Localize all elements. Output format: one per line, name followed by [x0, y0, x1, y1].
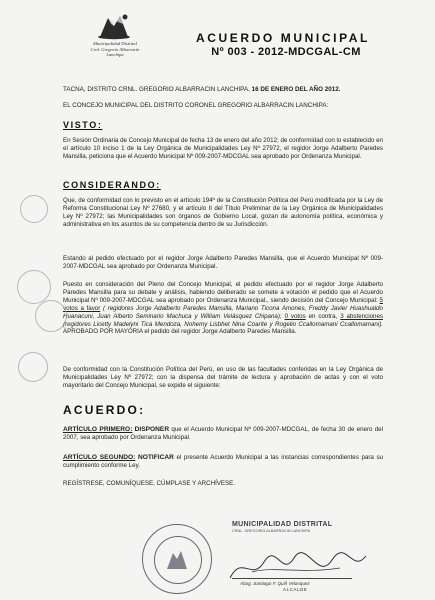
votes-favor-names: ( regidores Jorge Adalberto Paredes Mansilla, Mariano Ticona Amones, Freddy Javier Huashualdo Huanacuni, Juan Alberto Seminario Machuca y William Velásquez Chipana); [63, 304, 383, 320]
logo-caption-line-1: Municipalidad Distrital [93, 41, 137, 46]
logo-caption [83, 41, 147, 58]
margin-stamp [20, 195, 48, 223]
signature-line [232, 578, 352, 579]
votes-favor: 5 votos a favor [63, 296, 383, 312]
signatory-role: ALCALDE [283, 587, 308, 592]
article-second [63, 454, 383, 470]
article-first [63, 426, 383, 442]
signature-block [232, 521, 382, 533]
abstentions: 3 abstenciones [340, 312, 383, 320]
dateline-place: TACNA, DISTRITO CRNL. GREGORIO ALBARRACIN LANCHIPA, [63, 86, 250, 93]
council-line: EL CONCEJO MUNICIPAL DEL DISTRITO CORONEL GREGORIO ALBARRACIN LANCHIPA: [63, 102, 329, 109]
margin-stamp [18, 352, 48, 382]
logo-caption-line-2: Crnl. Gregorio Albarracín Lanchipa [90, 46, 140, 58]
vote-intro: Puesto en consideración del Pleno del Concejo Municipal, el pedido efectuado por el regidor Jorge Adalberto Paredes Mansilla para su debate y análisis, habiendo deliberado se somete a votación el pedido que el Acuerdo Municipal Nº 009-2007-MDCGAL sea aprobado por Ordenanza Municipal., siendo decisión del Concejo Municipal: [63, 281, 383, 304]
document-number: Nº 003 - 2012-MDCGAL-CM [211, 46, 361, 58]
considerando-paragraph-2: Estando al pedido efectuado por el regidor Jorge Adalberto Paredes Mansilla, que el Acuerdo Municipal Nº 009-2007-MDCGAL sea aprobado por Ordenanza Municipal. [63, 255, 383, 270]
dateline [63, 86, 340, 94]
considerando-paragraph-4: De conformidad con la Constitución Política del Perú, en uso de las facultades conferidas en la Ley Orgánica de Municipalidades Ley Nº 27972; con la dispensa del trámite de lectura y aprobación de actas y con el voto mayoritario del Concejo Municipal, se expide el siguiente: [63, 366, 383, 389]
article-first-text: que el Acuerdo Municipal Nº 009-2007-MDCGAL, de fecha 30 de enero del 2007, sea aprobado por Ordenanza Municipal. [63, 426, 383, 441]
signature-municipality-sub: CRNL. GREGORIO ALBARRACIN LANCHIPA [232, 529, 311, 533]
seal-emblem-icon [143, 525, 211, 593]
closing-formula: REGÍSTRESE, COMUNÍQUESE, CÚMPLASE Y ARCHÍVESE. [63, 480, 236, 487]
votes-contra: 0 votos [284, 312, 306, 320]
abstention-names: (regidores Licetty Madelyni Tica Mendoza, Nohemy Lisbhet Nina Coarite y Rogelio Ccallomamani Ccallomamani). [63, 320, 383, 328]
visto-paragraph: En Sesión Ordinaria de Concejo Municipal de fecha 13 de enero del año 2012; de conformidad con lo establecido en el artículo 10 inciso 1 de la Ley Orgánica de Municipalidades Ley Nº 27972, el regidor Jorge Adalberto Paredes Mansilla, peticiona que el Acuerdo Municipal Nº 009-2007-MDCGAL sea aprobado por Ordenanza Municipal. [63, 137, 383, 160]
municipal-logo-icon [94, 10, 134, 40]
acuerdo-heading: ACUERDO: [63, 403, 146, 417]
article-first-verb: DISPONER [134, 426, 170, 433]
dateline-date: 16 DE ENERO DEL AÑO 2012. [251, 86, 341, 93]
approval-statement: APROBADO POR MAYORIA el pedido del regidor Jorge Adalberto Paredes Mansilla. [63, 328, 297, 336]
signatory-name: Abog. Santiago F. Quiñ Velasquez [240, 581, 310, 586]
municipal-seal [142, 524, 212, 594]
margin-stamp [35, 300, 67, 332]
signature-municipality: MUNICIPALIDAD DISTRITAL [232, 521, 333, 528]
article-second-verb: NOTIFICAR [137, 454, 174, 461]
article-first-label: ARTÍCULO PRIMERO: [63, 426, 133, 433]
margin-stamp [17, 270, 51, 304]
article-second-label: ARTÍCULO SEGUNDO: [63, 454, 136, 461]
considerando-heading: CONSIDERANDO: [63, 180, 161, 190]
considerando-paragraph-3 [63, 281, 383, 336]
visto-heading: VISTO: [63, 120, 103, 130]
document-title: ACUERDO MUNICIPAL [196, 31, 370, 45]
votes-contra-label: en contra, [308, 312, 338, 320]
article-second-text: el presente Acuerdo Municipal a las instancias correspondientes para su cumplimiento conforme Ley. [63, 454, 383, 469]
considerando-paragraph-1: Que, de conformidad con lo previsto en el artículo 194º de la Constitución Política del Perú modificada por la Ley de Reforma Constitucional Ley Nº 27680, y el artículo II del Título Preliminar de la Ley Orgánica de Municipalidades Ley Nº 27972; las Municipalidades son órganos de Gobierno Local, gozan de autonomía política, económica y administrativa en los asuntos de su competencia dentro de su Jurisdicción. [63, 197, 383, 228]
